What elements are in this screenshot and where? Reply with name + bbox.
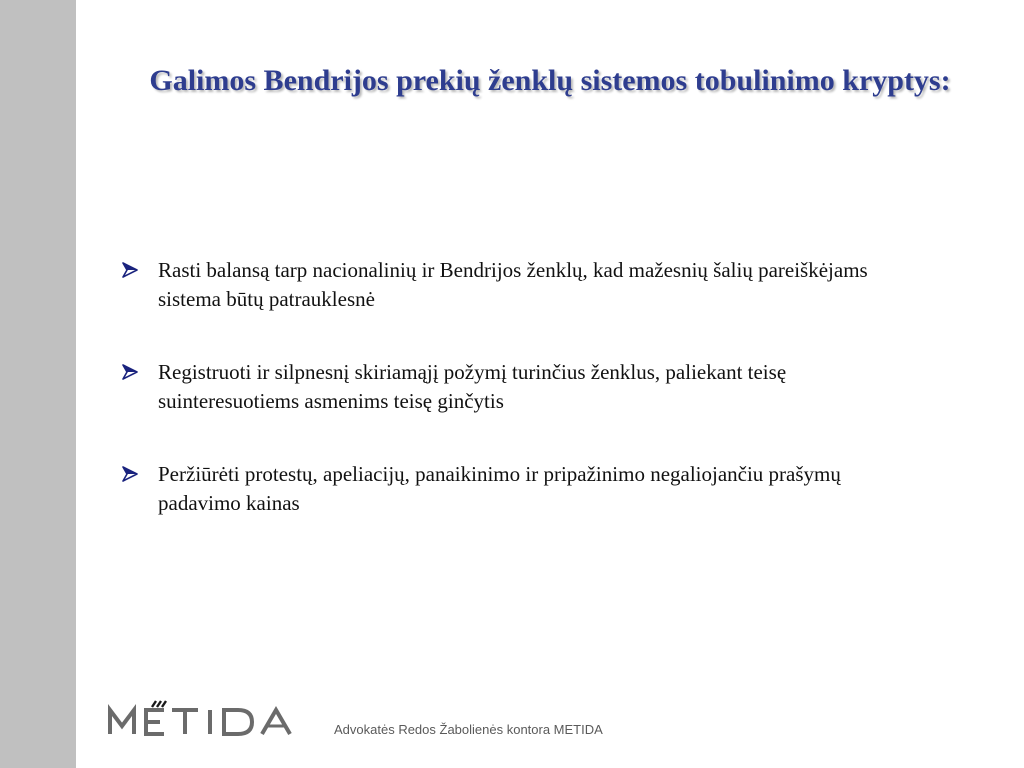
arrow-bullet-icon (120, 464, 140, 484)
bullet-text: Peržiūrėti protestų, apeliacijų, panaikinimo ir pripažinimo negaliojančiu prašymų padavimo kainas (158, 462, 841, 515)
slide-title: Galimos Bendrijos prekių ženklų sistemos tobulinimo kryptys: (149, 64, 951, 97)
footer (106, 700, 646, 740)
left-sidebar-band (0, 0, 76, 768)
arrow-bullet-icon (120, 362, 140, 382)
bullet-list (118, 256, 918, 562)
firm-name: Advokatės Redos Žabolienės kontora METIDA (334, 722, 603, 737)
bullet-item (118, 460, 918, 518)
bullet-text: Rasti balansą tarp nacionalinių ir Bendrijos ženklų, kad mažesnių šalių pareiškėjams sistema būtų patrauklesnė (158, 258, 868, 311)
bullet-item (118, 358, 918, 416)
bullet-item (118, 256, 918, 314)
metida-logo (106, 700, 318, 740)
bullet-text: Registruoti ir silpnesnį skiriamąjį požymį turinčius ženklus, paliekant teisę suinteresuotiems asmenims teisę ginčytis (158, 360, 787, 413)
arrow-bullet-icon (120, 260, 140, 280)
